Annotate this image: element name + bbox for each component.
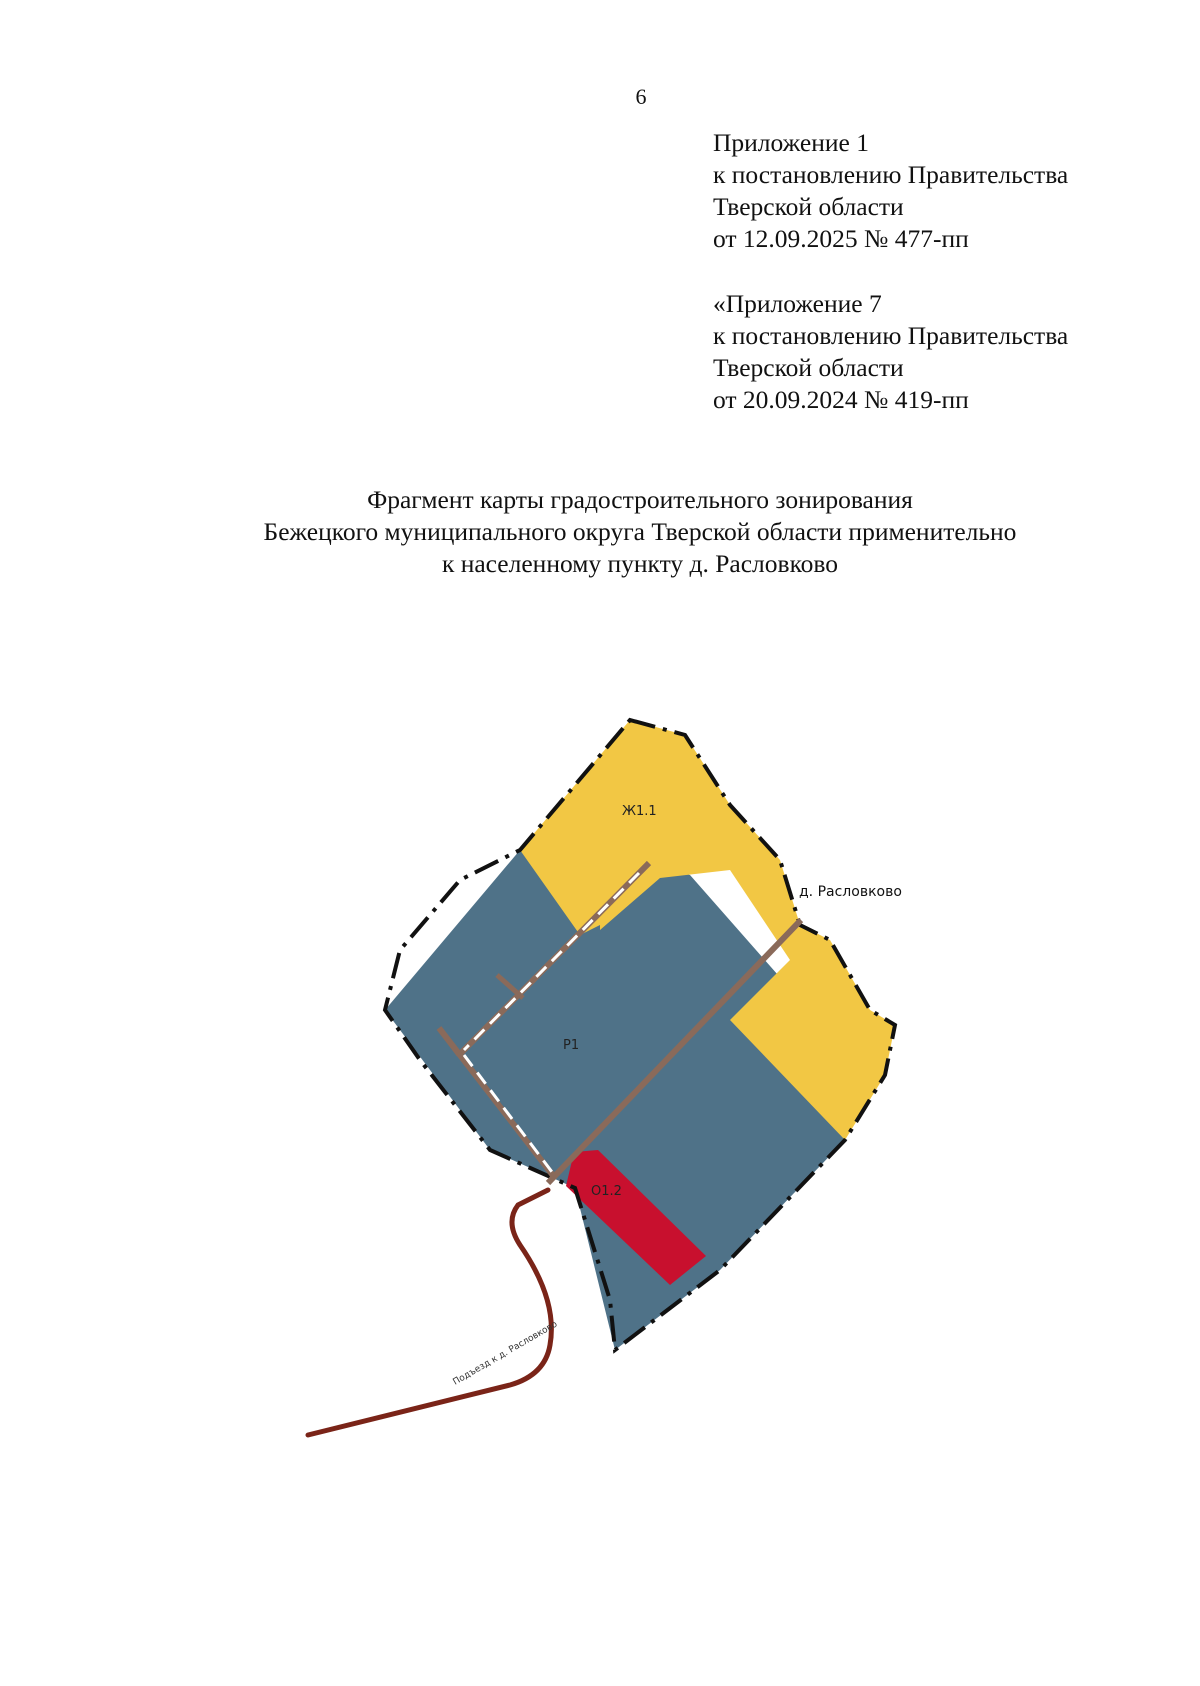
appendix-1-line: от 12.09.2025 № 477-пп	[713, 224, 969, 253]
appendix-1-line: к постановлению Правительства	[713, 160, 1069, 189]
title-line: Бежецкого муниципального округа Тверской области применительно	[263, 517, 1017, 546]
zone-label-o1-2: О1.2	[591, 1184, 622, 1199]
page-number: 6	[635, 84, 647, 109]
appendix-7-line: Тверской области	[713, 353, 904, 382]
appendix-1-line: Приложение 1	[713, 128, 869, 157]
appendix-7-line: к постановлению Правительства	[713, 321, 1069, 350]
appendix-7-line: от 20.09.2024 № 419-пп	[713, 385, 969, 414]
zone-label-zh1-1: Ж1.1	[622, 804, 657, 819]
title-line: Фрагмент карты градостроительного зонирования	[367, 485, 913, 514]
title-line: к населенному пункту д. Расловково	[441, 549, 839, 578]
appendix-7-line: «Приложение 7	[713, 289, 882, 318]
zone-label-r1: Р1	[563, 1038, 580, 1053]
access-road	[308, 1190, 551, 1435]
appendix-1-line: Тверской области	[713, 192, 904, 221]
road-label: Подъезд к д. Расловково	[451, 1319, 560, 1388]
settlement-label: д. Расловково	[799, 884, 902, 900]
